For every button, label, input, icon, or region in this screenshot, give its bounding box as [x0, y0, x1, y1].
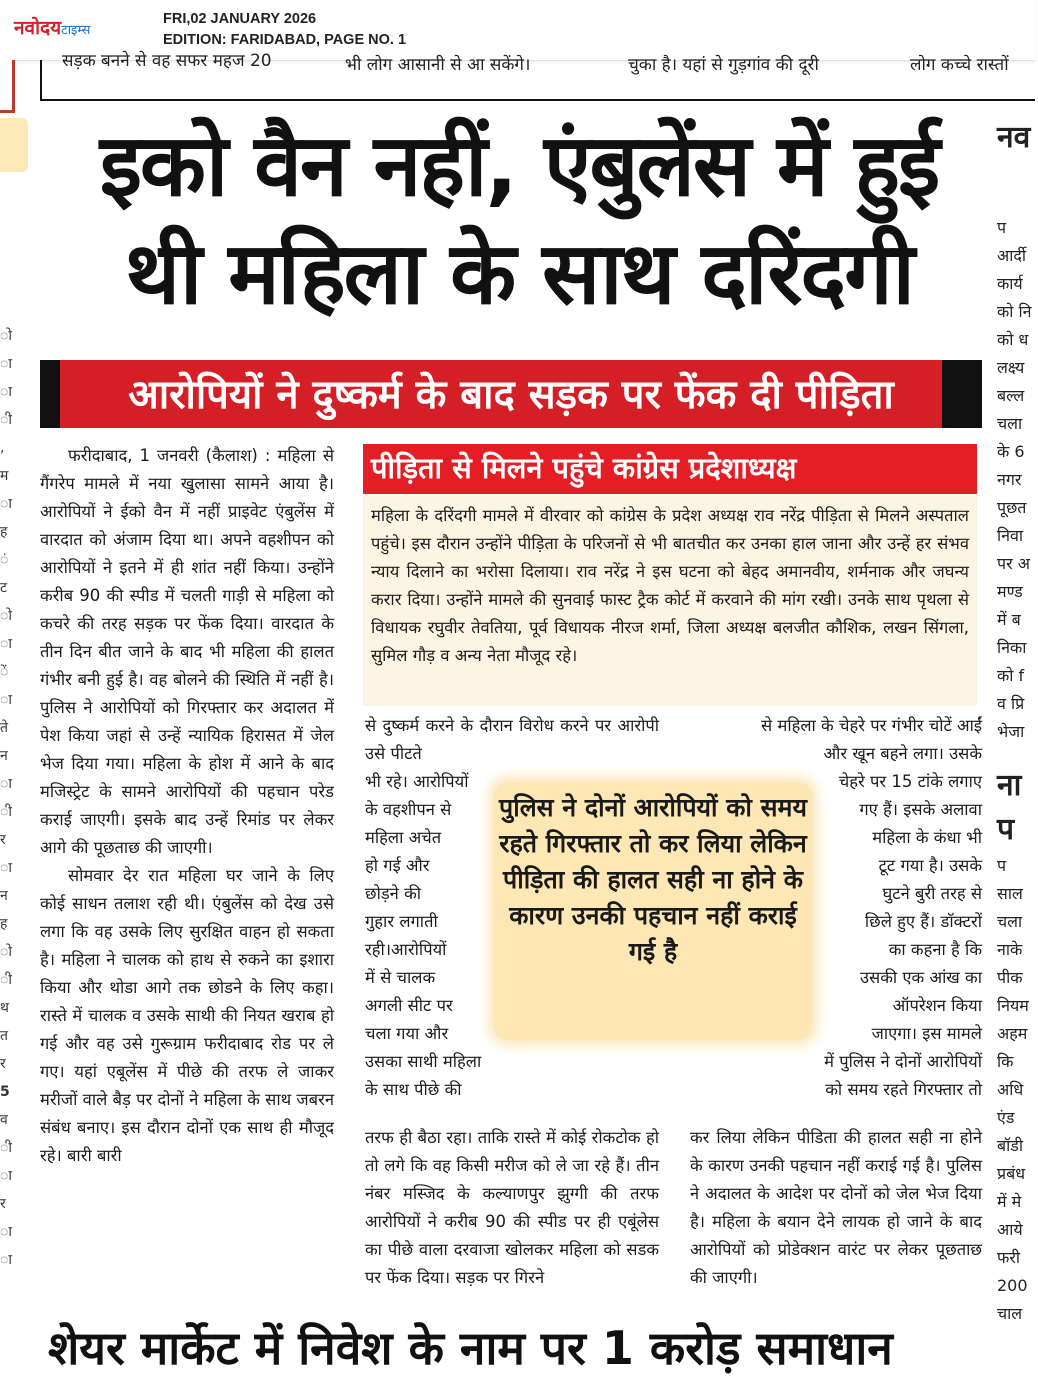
right-line: को नि — [997, 302, 1032, 321]
col3-line: और खून बहने लगा। उसके — [823, 744, 982, 763]
left-stub: , — [0, 440, 5, 456]
col2-top: से दुष्कर्म करने के दौरान विरोध करने पर आरोपी उसे पीटते — [365, 716, 659, 763]
right-line: प — [997, 856, 1007, 875]
col3-line: को समय रहते गिरफ्तार तो — [825, 1080, 982, 1099]
left-stub: र — [0, 832, 6, 848]
col3-line: गए हैं। इसके अलावा — [859, 800, 982, 819]
col1-paragraph-1: फरीदाबाद, 1 जनवरी (कैलाश) : महिला से गैंगरेप मामले में नया खुलासा सामने आया है। आरोपियों ने ईको वैन में नहीं प्राइवेट एंबुलेंस में वारदात को अंजाम दिया था। अपने वहशीपन को आरोपियों ने इतने में ही शांत नहीं किया। उन्होंने करीब 90 की स्पीड में चलती गाड़ी से महिला को कचरे की तरह सड़क पर फेंक दिया। वारदात के तीन दिन बीत जाने के बाद भी महिला की हालत गंभीर बनी हुई है। वह बोलने की स्थिति में नहीं है। पुलिस ने आरोपियों को गिरफ्तार कर अदालत में पेश किया जहां से उन्हें न्यायिक हिरासत में जेल भेज दिया गया। महिला के होश में आने के बाद मजिस्ट्रेट के सामने आरोपियों की पहचान परेड कराई जाएगी। इसके बाद उन्हें रिमांड पर लेकर आगे की पूछताछ की जाएगी। — [40, 446, 334, 857]
left-stub: व — [0, 1112, 8, 1128]
col2-line: गुहार लगाती — [365, 912, 438, 931]
right-line: पूछत — [997, 498, 1027, 517]
right-line: बॉडी — [997, 1136, 1023, 1155]
col3-line: उसकी एक आंख का — [860, 968, 982, 987]
left-stub: ा — [0, 776, 12, 792]
left-stub: ह — [0, 524, 8, 540]
left-stub: म — [0, 468, 9, 484]
left-stub: ो — [0, 944, 12, 960]
newspaper-logo[interactable] — [14, 14, 90, 40]
right-line: प्रबंध — [997, 1164, 1026, 1183]
right-line: व प्रि — [997, 694, 1025, 713]
headline-line-1: इको वैन नहीं, एंबुलेंस में हुई — [99, 116, 939, 216]
left-edge-highlight — [0, 118, 28, 172]
left-stub: ी — [0, 1140, 12, 1156]
left-stub: ा — [0, 692, 12, 708]
col2-line: भी रहे। आरोपियों — [365, 772, 469, 791]
right-line: को ध — [997, 330, 1029, 349]
right-line: 200 — [997, 1276, 1028, 1295]
right-line: में ब — [997, 610, 1021, 629]
left-stub: ट — [0, 580, 8, 596]
headline-line-2: थी महिला के साथ दरिंदगी — [125, 224, 913, 324]
left-stub: र — [0, 1196, 6, 1212]
left-stub: ते — [0, 720, 8, 736]
frame-rule-bottom — [40, 99, 1035, 101]
frame-rule-left — [40, 60, 42, 100]
col2-line: अगली सीट पर — [365, 996, 453, 1015]
right-line: को f — [997, 666, 1025, 685]
col3-line: का कहना है कि — [888, 940, 982, 959]
next-headline: शेयर मार्केट में निवेश के नाम पर 1 करोड़ समाधान — [48, 1321, 893, 1375]
col2-line: में से चालक — [365, 968, 436, 987]
right-heading-top: नव — [997, 120, 1031, 155]
left-stub: 5 — [0, 1084, 10, 1100]
top-strip-text-2: भी लोग आसानी से आ सकेंगे। — [345, 55, 531, 75]
sidebox-heading: पीड़िता से मिलने पहुंचे कांग्रेस प्रदेशाध्यक्ष — [363, 444, 977, 494]
col2-bottom: तरफ ही बैठा रहा। ताकि रास्ते में कोई रोकटोक हो तो लगे कि वह किसी मरीज को ले जा रहे हैं। तीन नंबर मस्जिद के कल्याणपुर झुग्गी की तरफ आरोपियों ने करीब 90 की स्पीड पर ही एबूंलेस का पीछे वाला दरवाजा खोलकर महिला को सडक पर फेंक दिया। सड़क पर गिरने — [365, 1128, 659, 1287]
left-stub: ह — [0, 916, 8, 932]
right-column-lines-a — [997, 214, 1035, 746]
col3-bottom: कर लिया लेकिन पीडिता की हालत सही ना होने के कारण उनकी पहचान नहीं कराई गई है। पुलिस ने अदालत के आदेश पर दोनों को जेल भेज दिया है। महिला के बयान देने लायक हो जाने के बाद आरोपियों को प्रोडेक्शन वारंट पर लेकर पूछताछ की जाएगी। — [690, 1128, 982, 1287]
left-stub: त — [0, 1028, 8, 1044]
left-stub: ा — [0, 860, 12, 876]
right-line: नियम — [997, 996, 1029, 1015]
left-stub: ा — [0, 384, 12, 400]
col2-line: हो गई और — [365, 856, 430, 875]
edition-meta — [163, 9, 406, 51]
right-line: नाके — [997, 940, 1023, 959]
col3-line: टूट गया है। उसके — [878, 856, 982, 875]
col1-paragraph-2: सोमवार देर रात महिला घर जाने के लिए कोई साधन तलाश रही थी। एंबुलेंस को देख उसे लगा कि वह उसके लिए सुरक्षित वाहन हो सकता है। महिला ने चालक को हाथ से रुकने का इशारा किया और थोडा आगे तक छोडने के लिए कहा। रास्ते में चालक व उसके साथी की नियत खराब हो गई और वह उसे गुरूग्राम फरीदाबाद रोड पर ले गए। यहां एबूलेंस में पीछे की तरफ ले जाकर मरीजों वाले बैड़ पर दोनों ने महिला के साथ जबरन संबंध बनाए। इस दौरान दोनों एक साथ ही मौजूद रहे। बारी बारी — [40, 866, 334, 1165]
col3-line: से महिला के चेहरे पर गंभीर चोटें आईं — [761, 716, 982, 735]
left-edge-box — [0, 60, 15, 113]
right-line: के 6 — [997, 442, 1025, 461]
right-line: पर अ — [997, 554, 1030, 573]
left-stub: ी — [0, 804, 12, 820]
right-line: आर्दी — [997, 246, 1026, 265]
right-heading-mid-1: ना — [997, 768, 1022, 803]
right-line: कार्य — [997, 274, 1023, 293]
left-stub: ो — [0, 608, 12, 624]
right-line: चला — [997, 414, 1023, 433]
right-line: बल्ल — [997, 386, 1025, 405]
col2-line: रही।आरोपियों — [365, 940, 447, 959]
right-line: आये — [997, 1220, 1023, 1239]
right-line: लक्ष्य — [997, 358, 1025, 377]
right-line: फरी — [997, 1248, 1021, 1267]
col3-line: चेहरे पर 15 टांके लगाए — [838, 772, 982, 791]
article-column-2-narrow — [365, 768, 515, 1104]
date-line: FRI,02 JANUARY 2026 — [163, 11, 317, 27]
left-stub: ा — [0, 496, 12, 512]
edition-line: EDITION: FARIDABAD, PAGE NO. 1 — [163, 32, 407, 48]
article-column-3-narrow — [806, 768, 982, 1104]
col2-line: महिला अचेत — [365, 828, 442, 847]
left-stub: ा — [0, 636, 12, 652]
col3-line: ऑपरेशन किया — [892, 996, 982, 1015]
article-column-1 — [40, 442, 334, 1170]
left-stub: ी — [0, 972, 12, 988]
left-stub: ें — [0, 664, 9, 680]
right-line: अधि — [997, 1080, 1024, 1099]
sidebox-body: महिला के दरिंदगी मामले में वीरवार को कांग्रेस के प्रदेश अध्यक्ष राव नरेंद्र पीड़िता से मिलने अस्पताल पहुंचे। इस दौरान उन्होंने पीड़िता के परिजनों से भी बातचीत कर उनका हाल जाना और उन्हें हर संभव न्याय दिलाने का भरोसा दिलाया। राव नरेंद्र ने इस घटना को बेहद अमानवीय, शर्मनाक और जघन्य करार दिया। उन्होंने मामले की सुनवाई फास्ट ट्रैक कोर्ट में करवाने की मांग रखी। उनके साथ पृथला से विधायक रघुवीर तेवतिया, पूर्व विधायक नीरज शर्मा, जिला अध्यक्ष बलजीत कौशिक, लखन सिंगला, सुमिल गौड़ व अन्य नेता मौजूद रहे। — [363, 496, 977, 706]
right-line: पीक — [997, 968, 1023, 987]
logo-sub: टाइम्स — [61, 23, 91, 38]
right-line: साल — [997, 884, 1023, 903]
col2-line: चला गया और — [365, 1024, 449, 1043]
right-heading-mid-2: प — [997, 812, 1015, 847]
right-line: निका — [997, 638, 1027, 657]
article-column-3-top — [690, 712, 982, 768]
logo-main: नवोदय — [14, 17, 62, 39]
left-stub-column — [0, 322, 10, 1274]
col2-line: के वहशीपन से — [365, 800, 452, 819]
right-line: चला — [997, 912, 1023, 931]
col3-line: महिला के कंधा भी — [872, 828, 982, 847]
right-line: प — [997, 218, 1007, 237]
col2-line: छोड़ने की — [365, 884, 422, 903]
right-line: चाल — [997, 1304, 1023, 1323]
left-stub: र — [0, 1056, 6, 1072]
left-stub: ा — [0, 1252, 12, 1268]
col2-line: के साथ पीछे की — [365, 1080, 462, 1099]
right-line: भेजा — [997, 722, 1025, 741]
right-line: एंड — [997, 1108, 1015, 1127]
top-strip-text-1: सड़क बनने से वह सफर महज 20 — [62, 51, 272, 71]
left-stub: न — [0, 748, 8, 764]
left-stub: ं — [0, 552, 9, 568]
left-stub: ा — [0, 1168, 12, 1184]
left-stub: ा — [0, 356, 12, 372]
right-line: कि — [997, 1052, 1014, 1071]
subheadline-band — [40, 360, 982, 452]
right-line: में मे — [997, 1192, 1022, 1211]
col3-line: जाएगा। इस मामले — [871, 1024, 982, 1043]
main-headline — [44, 112, 994, 328]
subheadline: आरोपियों ने दुष्कर्म के बाद सड़क पर फेंक दी पीड़िता — [128, 372, 894, 418]
top-strip-text-3: चुका है। यहां से गुड़गांव की दूरी — [628, 55, 819, 75]
top-strip-text-4: लोग कच्चे रास्तों — [910, 55, 1009, 75]
col3-line: में पुलिस ने दोनों आरोपियों — [824, 1052, 982, 1071]
right-line: निवा — [997, 526, 1024, 545]
right-line: नगर — [997, 470, 1022, 489]
pull-quote: पुलिस ने दोनों आरोपियों को समय रहते गिरफ्तार तो कर लिया लेकिन पीड़िता की हालत सही ना होने के कारण उनकी पहचान नहीं कराई गई है — [494, 782, 812, 1040]
left-stub: ो — [0, 328, 12, 344]
col3-line: छिले हुए हैं। डॉक्टरों — [864, 912, 982, 931]
col3-line: घुटने बुरी तरह से — [882, 884, 982, 903]
col2-line: उसका साथी महिला — [365, 1052, 482, 1071]
left-stub: ा — [0, 1224, 12, 1240]
right-column-lines-b — [997, 852, 1035, 1328]
left-stub: ी — [0, 412, 12, 428]
left-stub: थ — [0, 1000, 9, 1016]
right-line: अहम — [997, 1024, 1028, 1043]
right-line: मण्ड — [997, 582, 1023, 601]
left-stub: न — [0, 888, 8, 904]
